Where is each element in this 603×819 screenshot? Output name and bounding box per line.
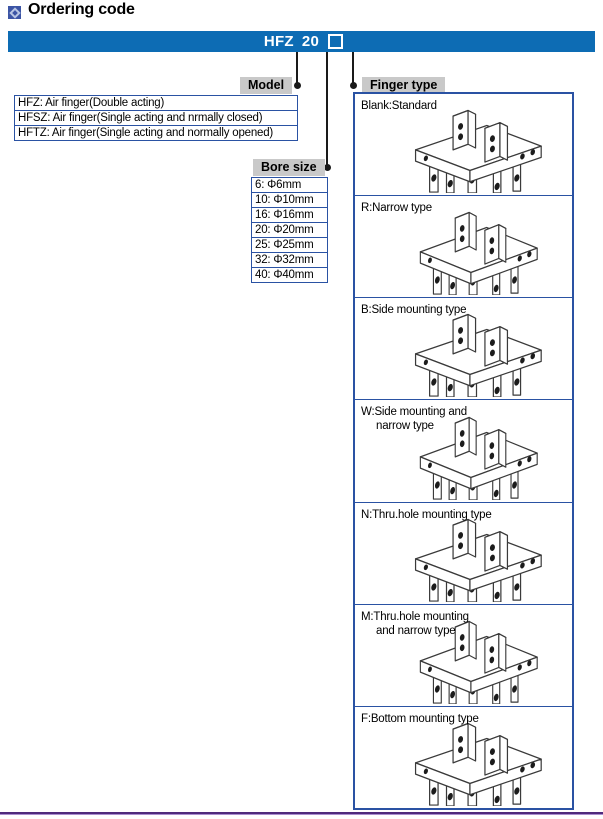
finger-row-label: N:Thru.hole mounting type (361, 508, 492, 521)
bore-size-label: Bore size (253, 159, 325, 176)
model-code: HFZ (263, 33, 294, 50)
ordering-code-text (260, 33, 343, 50)
finger-row-label: Blank:Standard (361, 100, 437, 112)
finger-row-label: W:Side mounting and narrow type (361, 406, 467, 433)
finger-type-row-standard (355, 94, 572, 195)
finger-row-label: M:Thru.hole mounting and narrow type (361, 610, 469, 637)
finger-type-row-bottom-mounting (355, 706, 572, 808)
connector-line-bore-size (326, 52, 328, 166)
bore-size-row: 40: Φ40mm (251, 267, 328, 283)
connector-dot-finger-type (350, 82, 357, 89)
finger-row-label: R:Narrow type (361, 202, 432, 215)
connector-line-finger-type (352, 52, 354, 85)
section-bullet-icon (8, 6, 21, 19)
ordering-code-banner (8, 31, 595, 52)
finger-type-label: Finger type (362, 77, 445, 94)
bore-size-row: 6: Φ6mm (251, 177, 328, 193)
gripper-illustration (401, 307, 567, 397)
finger-row-label: B:Side mounting type (361, 304, 467, 317)
connector-dot-model (294, 82, 301, 89)
finger-type-row-thru-hole (355, 502, 572, 604)
page-title: Ordering code (28, 1, 135, 18)
footer-rule-light (0, 814, 603, 815)
model-table (14, 95, 298, 141)
connector-line-model (296, 52, 298, 85)
bore-code: 20 (301, 33, 320, 50)
bore-size-row: 16: Φ16mm (251, 207, 328, 223)
gripper-illustration (407, 205, 561, 295)
gripper-illustration (401, 103, 567, 193)
finger-type-table (353, 92, 574, 810)
bore-size-table (251, 177, 328, 283)
finger-type-row-side-mounting-narrow (355, 399, 572, 501)
bore-size-row: 20: Φ20mm (251, 222, 328, 238)
gripper-illustration (401, 716, 567, 806)
model-row: HFTZ: Air finger(Single acting and normally opened) (14, 125, 298, 141)
finger-type-placeholder-box (328, 34, 343, 49)
model-row: HFSZ: Air finger(Single acting and nrmally closed) (14, 110, 298, 126)
bore-size-row: 32: Φ32mm (251, 252, 328, 268)
bore-size-row: 10: Φ10mm (251, 192, 328, 208)
finger-type-row-narrow (355, 195, 572, 297)
bore-size-row: 25: Φ25mm (251, 237, 328, 253)
finger-type-row-thru-hole-narrow (355, 604, 572, 706)
model-label: Model (240, 77, 292, 94)
finger-row-label: F:Bottom mounting type (361, 712, 479, 725)
finger-type-row-side-mounting (355, 297, 572, 399)
gripper-illustration (401, 512, 567, 602)
model-row: HFZ: Air finger(Double acting) (14, 95, 298, 111)
